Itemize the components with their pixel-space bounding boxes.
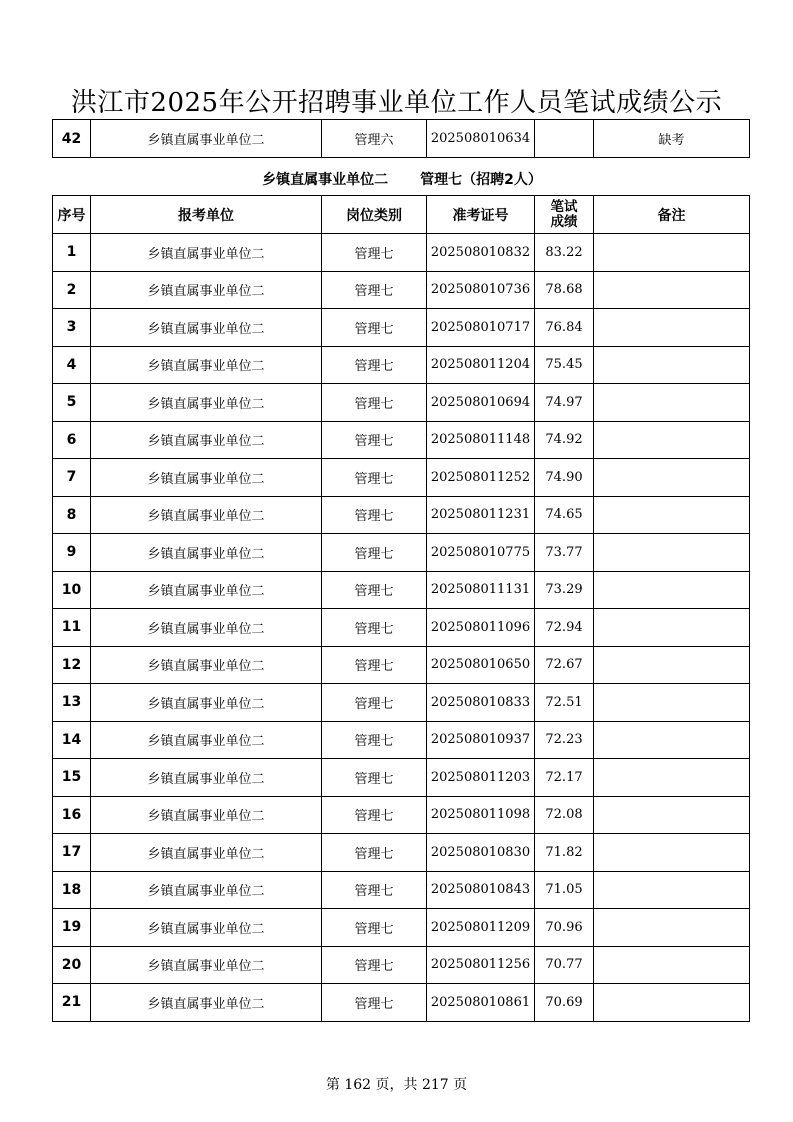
row-note bbox=[594, 646, 750, 684]
row-exam-id: 202508011203 bbox=[427, 759, 535, 797]
row-category: 管理七 bbox=[322, 759, 427, 797]
row-unit: 乡镇直属事业单位二 bbox=[91, 421, 322, 459]
table-row bbox=[53, 871, 750, 909]
row-exam-id: 202508010861 bbox=[427, 984, 535, 1022]
row-note bbox=[594, 421, 750, 459]
row-seq: 15 bbox=[53, 759, 91, 797]
row-note bbox=[594, 721, 750, 759]
row-exam-id: 202508011098 bbox=[427, 796, 535, 834]
table-row bbox=[53, 796, 750, 834]
header-unit: 报考单位 bbox=[91, 196, 322, 234]
row-category: 管理七 bbox=[322, 796, 427, 834]
row-note bbox=[594, 384, 750, 422]
row-seq: 1 bbox=[53, 234, 91, 272]
row-score: 74.92 bbox=[535, 421, 594, 459]
section-position: 管理七（招聘2人） bbox=[420, 172, 542, 188]
row-exam-id: 202508010775 bbox=[427, 534, 535, 572]
row-exam-id: 202508011204 bbox=[427, 346, 535, 384]
row-exam-id: 202508011096 bbox=[427, 609, 535, 647]
table-row bbox=[53, 721, 750, 759]
table-row bbox=[53, 120, 750, 158]
row-score: 74.90 bbox=[535, 459, 594, 497]
scores-table bbox=[52, 195, 750, 1022]
row-category: 管理七 bbox=[322, 271, 427, 309]
previous-section-table bbox=[52, 119, 750, 158]
row-score: 71.82 bbox=[535, 834, 594, 872]
row-exam-id: 202508011148 bbox=[427, 421, 535, 459]
row-score: 74.97 bbox=[535, 384, 594, 422]
row-unit: 乡镇直属事业单位二 bbox=[91, 534, 322, 572]
row-note bbox=[594, 834, 750, 872]
row-seq: 6 bbox=[53, 421, 91, 459]
row-unit: 乡镇直属事业单位二 bbox=[91, 309, 322, 347]
row-note bbox=[594, 496, 750, 534]
row-score bbox=[535, 120, 594, 158]
table-row bbox=[53, 459, 750, 497]
row-exam-id: 202508010736 bbox=[427, 271, 535, 309]
row-category: 管理七 bbox=[322, 534, 427, 572]
table-row bbox=[53, 309, 750, 347]
row-exam-id: 202508011209 bbox=[427, 909, 535, 947]
row-category: 管理七 bbox=[322, 459, 427, 497]
row-note bbox=[594, 871, 750, 909]
row-seq: 13 bbox=[53, 684, 91, 722]
row-exam-id: 202508011131 bbox=[427, 571, 535, 609]
row-seq: 3 bbox=[53, 309, 91, 347]
row-exam-id: 202508011256 bbox=[427, 946, 535, 984]
row-unit: 乡镇直属事业单位二 bbox=[91, 909, 322, 947]
row-seq: 12 bbox=[53, 646, 91, 684]
row-score: 72.67 bbox=[535, 646, 594, 684]
row-exam-id: 202508010843 bbox=[427, 871, 535, 909]
row-seq: 20 bbox=[53, 946, 91, 984]
row-exam-id: 202508010694 bbox=[427, 384, 535, 422]
table-row bbox=[53, 421, 750, 459]
row-seq: 14 bbox=[53, 721, 91, 759]
row-unit: 乡镇直属事业单位二 bbox=[91, 459, 322, 497]
table-header-row bbox=[53, 196, 750, 234]
row-unit: 乡镇直属事业单位二 bbox=[91, 646, 322, 684]
row-unit: 乡镇直属事业单位二 bbox=[91, 609, 322, 647]
row-note bbox=[594, 684, 750, 722]
row-score: 83.22 bbox=[535, 234, 594, 272]
row-exam-id: 202508010650 bbox=[427, 646, 535, 684]
table-row bbox=[53, 909, 750, 947]
header-score-line1: 笔试 bbox=[550, 198, 578, 215]
row-category: 管理七 bbox=[322, 496, 427, 534]
row-score: 73.77 bbox=[535, 534, 594, 572]
row-seq: 16 bbox=[53, 796, 91, 834]
row-seq: 17 bbox=[53, 834, 91, 872]
table-row bbox=[53, 271, 750, 309]
row-category: 管理七 bbox=[322, 346, 427, 384]
page-footer: 第 162 页，共 217 页 bbox=[325, 1077, 468, 1093]
row-note bbox=[594, 609, 750, 647]
row-note bbox=[594, 796, 750, 834]
row-exam-id: 202508010833 bbox=[427, 684, 535, 722]
row-category: 管理七 bbox=[322, 871, 427, 909]
table-row bbox=[53, 684, 750, 722]
section-heading bbox=[52, 169, 752, 189]
table-row bbox=[53, 759, 750, 797]
row-category: 管理七 bbox=[322, 721, 427, 759]
row-exam-id: 202508010634 bbox=[427, 120, 535, 158]
row-unit: 乡镇直属事业单位二 bbox=[91, 684, 322, 722]
section-unit: 乡镇直属事业单位二 bbox=[262, 172, 389, 188]
header-note: 备注 bbox=[594, 196, 750, 234]
row-unit: 乡镇直属事业单位二 bbox=[91, 834, 322, 872]
row-seq: 19 bbox=[53, 909, 91, 947]
row-note bbox=[594, 534, 750, 572]
row-exam-id: 202508011231 bbox=[427, 496, 535, 534]
row-exam-id: 202508010717 bbox=[427, 309, 535, 347]
row-unit: 乡镇直属事业单位二 bbox=[91, 120, 322, 158]
row-seq: 5 bbox=[53, 384, 91, 422]
row-unit: 乡镇直属事业单位二 bbox=[91, 721, 322, 759]
row-note bbox=[594, 271, 750, 309]
row-score: 76.84 bbox=[535, 309, 594, 347]
table-row bbox=[53, 946, 750, 984]
row-note bbox=[594, 309, 750, 347]
row-score: 72.17 bbox=[535, 759, 594, 797]
row-seq: 9 bbox=[53, 534, 91, 572]
table-row bbox=[53, 834, 750, 872]
row-note bbox=[594, 759, 750, 797]
row-score: 70.77 bbox=[535, 946, 594, 984]
row-seq: 21 bbox=[53, 984, 91, 1022]
row-exam-id: 202508010937 bbox=[427, 721, 535, 759]
header-seq: 序号 bbox=[53, 196, 91, 234]
row-category: 管理七 bbox=[322, 309, 427, 347]
row-category: 管理七 bbox=[322, 609, 427, 647]
row-category: 管理七 bbox=[322, 421, 427, 459]
row-seq: 8 bbox=[53, 496, 91, 534]
header-score-line2: 成绩 bbox=[550, 213, 578, 230]
table-row bbox=[53, 346, 750, 384]
table-row bbox=[53, 646, 750, 684]
row-unit: 乡镇直属事业单位二 bbox=[91, 984, 322, 1022]
row-seq: 2 bbox=[53, 271, 91, 309]
row-seq: 18 bbox=[53, 871, 91, 909]
row-unit: 乡镇直属事业单位二 bbox=[91, 346, 322, 384]
row-exam-id: 202508011252 bbox=[427, 459, 535, 497]
row-exam-id: 202508010830 bbox=[427, 834, 535, 872]
table-row bbox=[53, 384, 750, 422]
row-category: 管理七 bbox=[322, 946, 427, 984]
row-score: 70.96 bbox=[535, 909, 594, 947]
row-category: 管理七 bbox=[322, 646, 427, 684]
row-seq: 10 bbox=[53, 571, 91, 609]
row-category: 管理七 bbox=[322, 834, 427, 872]
row-score: 72.94 bbox=[535, 609, 594, 647]
row-seq: 7 bbox=[53, 459, 91, 497]
row-category: 管理六 bbox=[322, 120, 427, 158]
row-score: 72.51 bbox=[535, 684, 594, 722]
table-row bbox=[53, 496, 750, 534]
table-row bbox=[53, 534, 750, 572]
row-score: 74.65 bbox=[535, 496, 594, 534]
row-score: 78.68 bbox=[535, 271, 594, 309]
row-score: 72.23 bbox=[535, 721, 594, 759]
row-seq: 4 bbox=[53, 346, 91, 384]
row-unit: 乡镇直属事业单位二 bbox=[91, 234, 322, 272]
row-category: 管理七 bbox=[322, 984, 427, 1022]
row-unit: 乡镇直属事业单位二 bbox=[91, 796, 322, 834]
row-category: 管理七 bbox=[322, 684, 427, 722]
row-unit: 乡镇直属事业单位二 bbox=[91, 384, 322, 422]
row-score: 71.05 bbox=[535, 871, 594, 909]
row-category: 管理七 bbox=[322, 571, 427, 609]
row-note bbox=[594, 571, 750, 609]
page-title: 洪江市2025年公开招聘事业单位工作人员笔试成绩公示 bbox=[70, 88, 723, 118]
row-note bbox=[594, 346, 750, 384]
row-note bbox=[594, 459, 750, 497]
row-note bbox=[594, 909, 750, 947]
row-seq: 11 bbox=[53, 609, 91, 647]
header-score bbox=[535, 196, 594, 234]
row-category: 管理七 bbox=[322, 384, 427, 422]
row-category: 管理七 bbox=[322, 234, 427, 272]
row-unit: 乡镇直属事业单位二 bbox=[91, 496, 322, 534]
row-note bbox=[594, 946, 750, 984]
row-unit: 乡镇直属事业单位二 bbox=[91, 946, 322, 984]
row-unit: 乡镇直属事业单位二 bbox=[91, 571, 322, 609]
row-unit: 乡镇直属事业单位二 bbox=[91, 759, 322, 797]
row-unit: 乡镇直属事业单位二 bbox=[91, 271, 322, 309]
header-category: 岗位类别 bbox=[322, 196, 427, 234]
row-note: 缺考 bbox=[594, 120, 750, 158]
row-score: 75.45 bbox=[535, 346, 594, 384]
row-unit: 乡镇直属事业单位二 bbox=[91, 871, 322, 909]
table-row bbox=[53, 234, 750, 272]
row-note bbox=[594, 984, 750, 1022]
header-exam-id: 准考证号 bbox=[427, 196, 535, 234]
table-row bbox=[53, 609, 750, 647]
row-category: 管理七 bbox=[322, 909, 427, 947]
row-score: 70.69 bbox=[535, 984, 594, 1022]
table-row bbox=[53, 571, 750, 609]
row-seq: 42 bbox=[53, 120, 91, 158]
row-note bbox=[594, 234, 750, 272]
row-score: 72.08 bbox=[535, 796, 594, 834]
row-score: 73.29 bbox=[535, 571, 594, 609]
table-row bbox=[53, 984, 750, 1022]
row-exam-id: 202508010832 bbox=[427, 234, 535, 272]
